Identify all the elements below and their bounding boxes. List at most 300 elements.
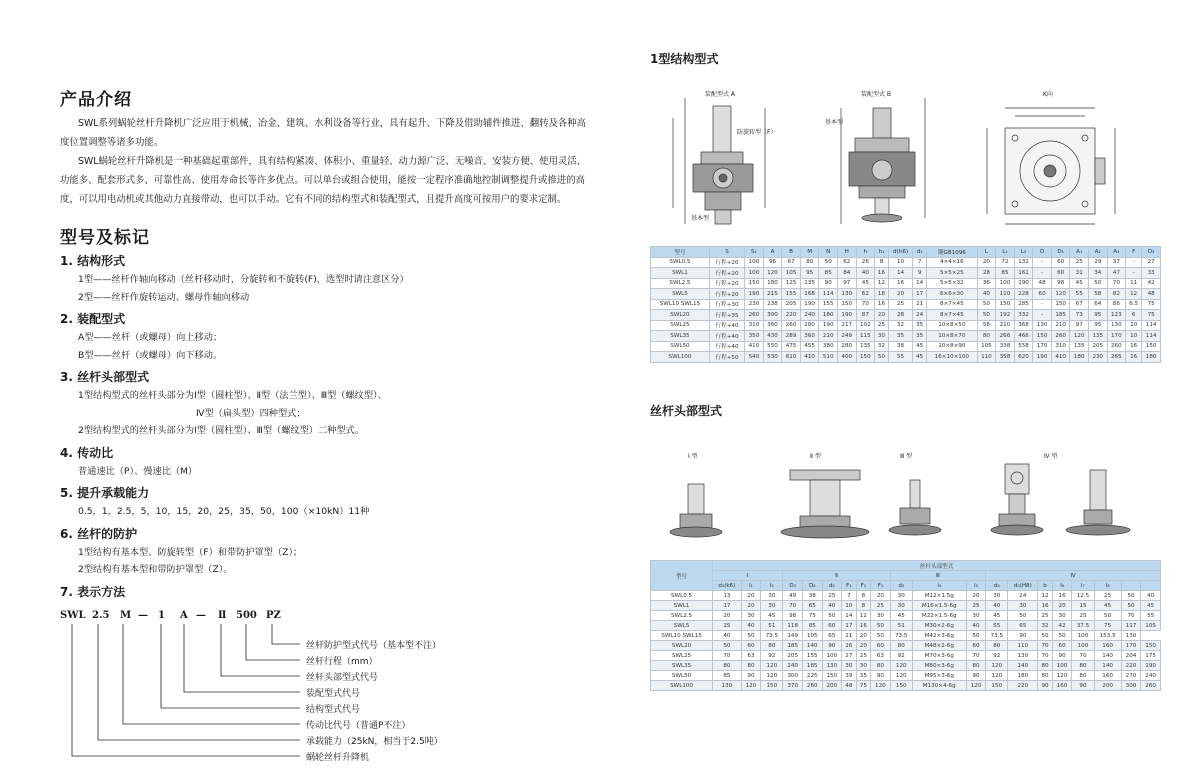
table-cell: 85 [713,671,742,681]
table-cell: 210 [819,331,838,342]
table-cell: 26 [856,257,875,268]
table-row [651,331,1161,342]
table-row [651,310,1161,321]
table-cell: 12.5 [1072,591,1094,601]
table-cell: 25 [713,621,742,631]
table-cell: 17 [913,289,927,300]
table-cell: 48 [842,681,856,691]
table-cell: 26 [842,641,856,651]
table-cell: - [1033,268,1052,279]
table-cell: 240 [783,661,803,671]
table-cell: 30 [871,611,891,621]
table-cell: 9 [913,268,927,279]
table-cell: 70 [1038,641,1052,651]
table-cell: 40 [977,289,996,300]
table-cell: 118 [783,621,803,631]
table-cell: 80 [1038,661,1052,671]
head-type3-label: Ⅲ 型 [900,453,913,460]
table-cell: 50 [1094,611,1121,621]
table-cell: 100 [1072,631,1094,641]
table-cell: 20 [856,631,870,641]
table-cell: 40 [1141,591,1161,601]
table-cell: 510 [819,352,838,363]
col-header: L [977,247,996,258]
table-cell: 150 [856,352,875,363]
table-cell: 25 [966,601,986,611]
table-cell: 42 [1052,621,1072,631]
table-cell: 73.5 [761,631,783,641]
table-cell: 65 [802,601,822,611]
table-cell: SWL10 SWL15 [651,299,710,310]
head-type4-label: Ⅳ 型 [1044,453,1058,460]
table-cell: 73.5 [986,631,1008,641]
table-cell: 380 [819,341,838,352]
table-cell: 150 [986,681,1008,691]
table-cell: 75 [1142,310,1161,321]
table-cell: 75 [802,611,822,621]
table-cell: 45 [856,278,875,289]
table-cell: 34 [1089,268,1108,279]
table-cell: 行程+30 [709,299,744,310]
section-heading: 7. 表示方法 [60,584,126,599]
k-view-label: K向 [1043,91,1053,98]
table-header-row [651,561,1161,571]
table-cell: 18 [875,289,889,300]
table-cell: 60 [966,641,986,651]
group-header: Ⅱ [783,571,890,581]
col-header: b [1038,581,1052,591]
table-cell: 190 [800,299,819,310]
section-structure [60,252,590,306]
section-heading: 2. 装配型式 [60,312,126,326]
table-cell: 150 [745,278,764,289]
col-header: A [763,247,782,258]
table-cell: 150 [1141,641,1161,651]
table-cell: 175 [1141,651,1161,661]
col-header [1121,581,1141,591]
table-cell: 30 [1052,611,1072,621]
table-cell: 60 [1033,289,1052,300]
table-cell: 260 [745,310,764,321]
screw-head-title: 丝杆头部型式 [650,404,723,418]
table-cell: 238 [763,299,782,310]
table-cell: 27 [1142,257,1161,268]
table-cell: 行程+50 [709,352,744,363]
code-part: M [120,609,132,621]
table-cell: 240 [800,310,819,321]
table-cell: 50 [977,299,996,310]
table-cell: 80 [741,661,761,671]
section-line: Ⅳ型（扁头型）四种型式； [196,407,306,419]
table-cell: 300 [763,310,782,321]
table-cell: 266 [996,331,1015,342]
table-cell: 96 [763,257,782,268]
notation-label: 丝杆头部型式代号 [306,672,379,683]
table-cell: 540 [745,352,764,363]
table-cell: M22×1.5-6g [912,611,966,621]
table-cell: 5×5×25 [927,268,978,279]
table-cell: 225 [802,671,822,681]
col-header: A₁ [1070,247,1089,258]
table-cell: M42×3-6g [912,631,966,641]
table-cell: - [1126,268,1142,279]
table-cell: 530 [763,352,782,363]
table-cell: 70 [1072,651,1094,661]
col-header: h₁ [875,247,889,258]
table-cell: 300 [783,671,803,681]
table-cell: 45 [1141,601,1161,611]
table-cell: 80 [800,257,819,268]
table-cell: 32 [875,341,889,352]
group-header: Ⅰ [713,571,783,581]
table-cell: 85 [819,268,838,279]
col-header: D₄ [802,581,822,591]
table-cell: 300 [1121,681,1141,691]
col-header: M [800,247,819,258]
table-cell: 12 [875,278,889,289]
table-cell: 110 [996,289,1015,300]
table-row [651,268,1161,279]
table-row [651,611,1161,621]
table-cell: 16 [1052,591,1072,601]
col-header: l₂ [761,581,783,591]
group-header: Ⅲ [890,571,986,581]
table-cell: 50 [1089,278,1108,289]
table-cell: - [1033,299,1052,310]
notation-label: 传动比代号（普通P不注） [306,720,411,731]
table-cell: 153.5 [1094,631,1121,641]
col-header: d₅(H8) [1008,581,1038,591]
col-header: 键GB1096 [927,247,978,258]
table-cell: 30 [761,591,783,601]
table-cell: 105 [1141,621,1161,631]
table-cell: 220 [782,310,801,321]
table-cell: SWL1 [651,268,710,279]
table-cell: 7 [913,257,927,268]
col-header: H [837,247,856,258]
structure-table-body [651,257,1161,362]
table-cell: 132 [1014,257,1033,268]
table-cell: 140 [1094,661,1121,671]
table-cell: 85 [802,621,822,631]
col-header: l₇ [1072,581,1094,591]
table-cell: 80 [966,661,986,671]
table-cell: 120 [761,661,783,671]
table-cell: 50 [741,631,761,641]
table-cell: 20 [966,591,986,601]
table-row [651,621,1161,631]
section-heading: 1. 结构形式 [60,254,126,268]
table-cell: SWL35 [651,331,710,342]
table-cell: 8×7×45 [927,299,978,310]
table-cell: 90 [966,671,986,681]
col-header: D₃ [783,581,803,591]
table-cell: 87 [856,310,875,321]
col-header: d₁(k6) [713,581,742,591]
table-cell: 120 [986,671,1008,681]
table-cell: 45 [913,352,927,363]
table-cell: 30 [761,601,783,611]
section-line: 1型——丝杆作轴向移动（丝杆移动时，分旋转和不旋转(F)，选型时请注意区分） [78,274,409,285]
table-cell: 63 [871,651,891,661]
table-cell: 62 [856,289,875,300]
table-cell: 12 [1126,289,1142,300]
table-cell: 30 [875,331,889,342]
table-cell: 80 [1038,671,1052,681]
section-line: 0.5，1，2.5，5，10，15，20，25，35，50，100（×10kN）11种 [78,506,370,517]
table-cell: 70 [856,299,875,310]
table-cell: 120 [763,268,782,279]
notation-label: 蜗轮丝杆升降机 [306,752,370,763]
table-cell: 45 [761,611,783,621]
table-cell: - [1126,257,1142,268]
table-cell: 70 [783,601,803,611]
table-cell: 180 [819,310,838,321]
table-cell: 249 [837,331,856,342]
table-cell: 24 [913,310,927,321]
table-cell: 160 [1094,641,1121,651]
table-cell: 50 [819,257,838,268]
table-cell: 55 [1070,289,1089,300]
table-cell: 行程+35 [709,310,744,321]
table-cell: 35 [888,331,912,342]
table-cell: 135 [1089,331,1108,342]
code-part: 2.5 [92,609,110,621]
table-cell: 190 [1141,661,1161,671]
section-heading: 3. 丝杆头部型式 [60,370,150,384]
table-cell: 62 [837,257,856,268]
table-cell: 14 [913,278,927,289]
table-cell: 27 [842,651,856,661]
table-cell: 30 [1008,601,1038,611]
product-intro-title: 产品介绍 [60,90,132,110]
col-header [1141,581,1161,591]
table-cell: 50 [713,641,742,651]
table-cell: 30 [856,661,870,671]
notation-label: 丝杆防护型式代号（基本型不注） [306,640,442,651]
table-row [651,631,1161,641]
table-cell: 204 [1121,651,1141,661]
product-intro [60,114,590,209]
structure-type1-title: 1型结构型式 [650,52,719,66]
table-cell: 25 [1070,257,1089,268]
screw-head-drawing [660,450,1160,550]
table-cell: 140 [802,641,822,651]
table-cell: 190 [745,289,764,300]
table-cell: 8 [856,601,870,611]
table-cell: 550 [763,341,782,352]
table-cell: 120 [741,681,761,691]
table-cell: 410 [1051,352,1070,363]
table-cell: 50 [875,352,889,363]
table-cell: 16 [875,268,889,279]
table-cell: 120 [1070,331,1089,342]
table-row [651,278,1161,289]
table-cell: 150 [1051,299,1070,310]
table-cell: 10 [888,257,912,268]
table-cell: 21 [913,299,927,310]
table-cell: 20 [713,611,742,621]
notation-label: 结构型式代号 [306,704,361,715]
col-header: S [709,247,744,258]
table-cell: 140 [1094,651,1121,661]
table-cell: M70×3-6g [912,651,966,661]
head-type1-label: Ⅰ 型 [688,453,698,460]
table-cell: 58 [1089,289,1108,300]
table-cell: 20 [741,601,761,611]
table-cell: 67 [782,257,801,268]
table-cell: 92 [761,651,783,661]
assembly-b-label: 装配型式 B [861,91,892,98]
table-cell: 200 [1094,681,1121,691]
table-cell: 180 [1008,671,1038,681]
table-cell: 6 [1126,310,1142,321]
table-cell: 240 [1141,671,1161,681]
table-cell: 280 [800,320,819,331]
table-cell: 180 [763,278,782,289]
table-cell: 260 [1141,681,1161,691]
code-part: Ⅱ [218,609,227,621]
head-type2-label: Ⅱ 型 [810,453,821,460]
table-cell: 265 [1107,352,1126,363]
table-cell: 90 [1052,651,1072,661]
table-cell: 110 [977,352,996,363]
table-cell: 10×8×90 [927,341,978,352]
table-cell: 105 [782,268,801,279]
table-cell: 29 [1089,257,1108,268]
table-cell: 50 [1121,591,1141,601]
col-header: L₁ [996,247,1015,258]
table-cell: 97 [837,278,856,289]
table-cell: 140 [1008,661,1038,671]
table-cell: 16 [1038,601,1052,611]
table-cell: M130×4-6g [912,681,966,691]
table-cell: 20 [856,641,870,651]
table-cell: 40 [822,601,842,611]
table-cell: 16 [1126,352,1142,363]
table-cell: 210 [996,320,1015,331]
col-header: A₃ [1107,247,1126,258]
table-cell: 130 [822,661,842,671]
table-cell: 31 [1070,268,1089,279]
table-cell: SWL100 [651,681,713,691]
col-header: l₁ [741,581,761,591]
table-cell: 358 [996,352,1015,363]
table-cell: 45 [890,611,912,621]
table-cell: 25 [856,651,870,661]
code-part: SWL [60,609,86,621]
table-cell: SWL50 [651,671,713,681]
table-cell: SWL35 [651,661,713,671]
table-cell: 65 [1008,621,1038,631]
table-cell: 48 [1142,289,1161,300]
table-cell: 60 [822,621,842,631]
table-cell: 40 [713,631,742,641]
table-cell: 92 [986,651,1008,661]
table-cell: - [1033,257,1052,268]
section-notation [60,583,590,776]
table-cell: 73.5 [890,631,912,641]
table-cell: 100 [745,257,764,268]
section-capacity [60,484,590,521]
table-cell: 15 [1072,601,1094,611]
table-cell: 70 [1107,278,1126,289]
table-cell: 60 [741,641,761,651]
table-cell: 150 [761,681,783,691]
col-header: h [856,247,875,258]
code-part: 500 [236,609,257,621]
table-cell: 20 [871,591,891,601]
table-cell: 16 [888,278,912,289]
table-cell: 55 [1141,611,1161,621]
table-cell: 20 [741,591,761,601]
table-cell: 8×7×45 [927,310,978,321]
table-row [651,341,1161,352]
table-cell: SWL1 [651,601,713,611]
table-cell: 120 [761,671,783,681]
table-cell: 45 [986,611,1008,621]
table-cell: 155 [782,289,801,300]
table-cell: 475 [782,341,801,352]
table-cell: 150 [822,671,842,681]
table-cell: 45 [1070,278,1089,289]
table-cell: 100 [1072,641,1094,651]
table-cell: 50 [1038,631,1052,641]
table-cell: 10 [1126,320,1142,331]
table-cell: 185 [802,661,822,671]
table-cell: 185 [1051,310,1070,321]
table-cell: 98 [783,611,803,621]
table-cell: 30 [741,611,761,621]
table-cell: 75 [1094,621,1121,631]
table-cell: 40 [856,268,875,279]
table-cell: 190 [1014,278,1033,289]
table-cell: 45 [1094,601,1121,611]
table-cell: 39 [842,671,856,681]
section-ratio [60,444,590,481]
table-cell: M30×2-6g [912,621,966,631]
table-cell: 20 [977,257,996,268]
table-cell: 70 [1038,651,1052,661]
table-cell: 90 [819,278,838,289]
group-title: 丝杆头部型式 [713,561,1161,571]
notation-leader-lines [60,606,480,776]
table-cell: 37 [1107,257,1126,268]
table-cell: 120 [871,681,891,691]
table-cell: 170 [1121,641,1141,651]
table-cell: 40 [986,601,1008,611]
table-cell: 150 [890,681,912,691]
table-cell: 58 [977,320,996,331]
table-cell: 28 [977,268,996,279]
col-header: F₃ [871,581,891,591]
table-cell: 35 [913,320,927,331]
table-cell: 150 [996,299,1015,310]
table-cell: 16×10×100 [927,352,978,363]
table-cell: 110 [1008,641,1038,651]
table-row [651,671,1161,681]
table-cell: 25 [875,320,889,331]
section-line: A型——丝杆（或螺母）向上移动； [78,332,223,343]
table-cell: 10 [842,601,856,611]
table-cell: 21 [842,631,856,641]
table-cell: 90 [741,671,761,681]
col-header: D₂ [1142,247,1161,258]
table-cell: 95 [1089,320,1108,331]
col-header: d₁ [913,247,927,258]
model-col: 型号 [651,561,713,591]
table-cell: SWL20 [651,641,713,651]
